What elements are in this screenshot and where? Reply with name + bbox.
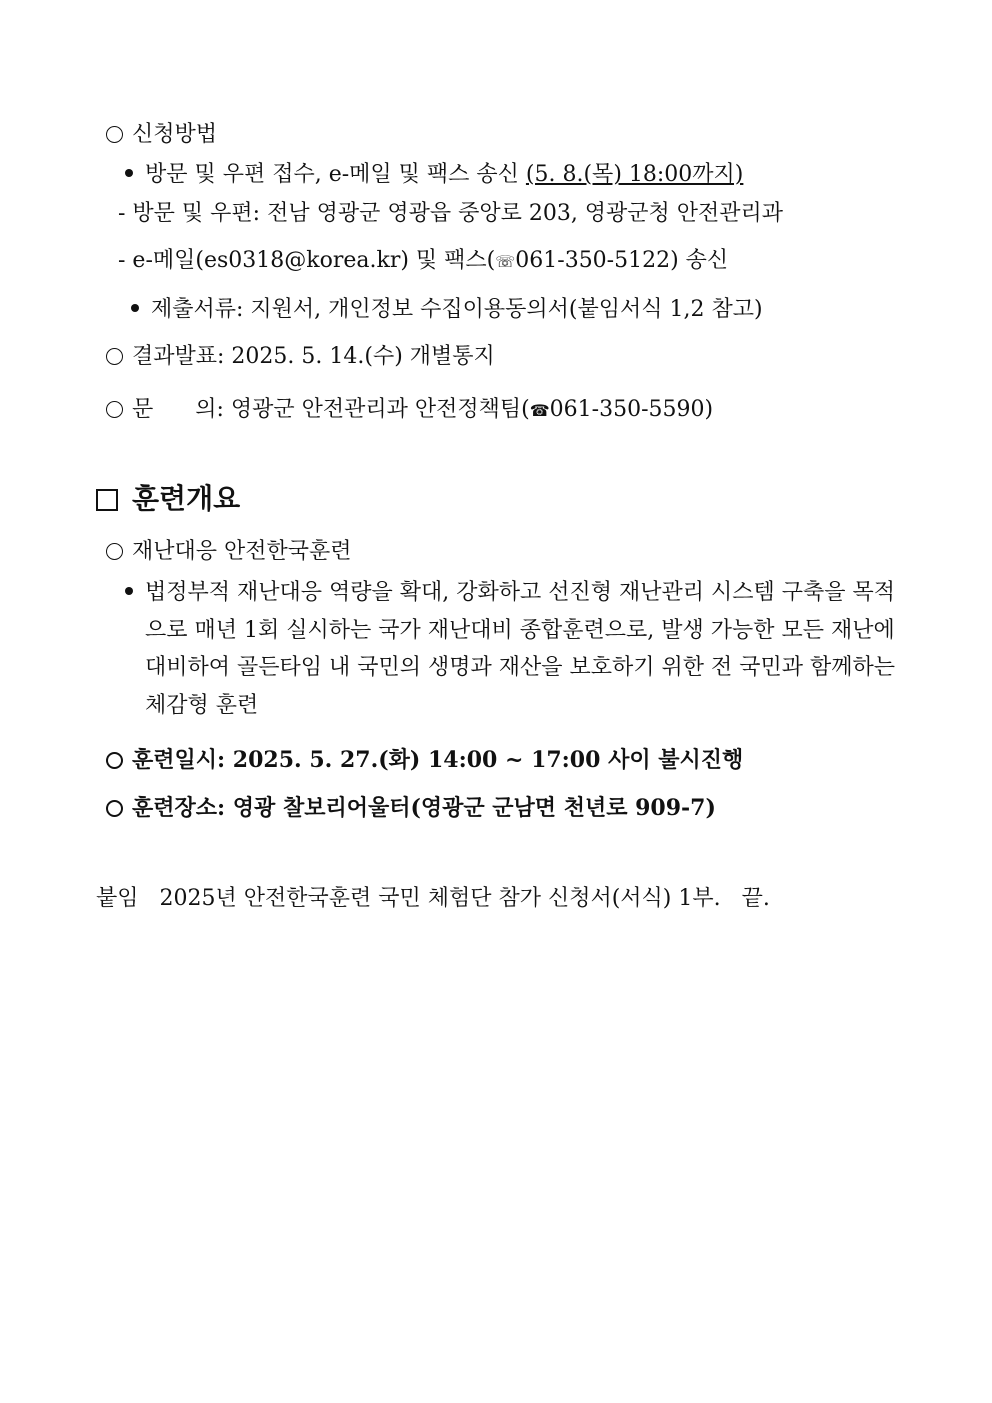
- result-announcement: 결과발표: 2025. 5. 14.(수) 개별통지: [106, 342, 495, 372]
- training-place: 훈련장소: 영광 찰보리어울터(영광군 군남면 천년로 909-7): [106, 793, 716, 823]
- deadline-text: (5. 8.(목) 18:00까지): [525, 162, 744, 187]
- section-title-overview: 훈련개요: [96, 481, 240, 517]
- training-datetime: 훈련일시: 2025. 5. 27.(화) 14:00 ~ 17:00 사이 불시진행: [106, 745, 743, 775]
- apply-email-fax: - e-메일(es0318@korea.kr) 및 팩스(☏061-350-5122) 송신: [118, 248, 729, 273]
- fax-phone-icon: ☏: [495, 252, 516, 271]
- bullet-icon: [131, 304, 139, 312]
- attachment-note: 붙임 2025년 안전한국훈련 국민 체험단 참가 신청서(서식) 1부. 끝.: [96, 886, 770, 911]
- phone-icon: ☎: [529, 401, 550, 420]
- circle-marker-icon: [106, 800, 123, 817]
- circle-marker-icon: [106, 543, 123, 560]
- overview-item-heading: 재난대응 안전한국훈련: [106, 537, 352, 567]
- circle-marker-icon: [106, 348, 123, 365]
- contact-info: 문 의: 영광군 안전관리과 안전정책팀(☎061-350-5590): [106, 395, 713, 426]
- bullet-icon: [125, 169, 133, 177]
- circle-marker-icon: [106, 126, 123, 143]
- apply-bullet-visit: 방문 및 우편 접수, e-메일 및 팩스 송신 (5. 8.(목) 18:00까지): [125, 160, 743, 190]
- overview-bullet: [125, 578, 145, 608]
- apply-bullet-documents: 제출서류: 지원서, 개인정보 수집이용동의서(붙임서식 1,2 참고): [131, 295, 763, 325]
- bullet-icon: [125, 587, 133, 595]
- overview-line: 체감형 훈련: [145, 692, 259, 718]
- circle-marker-icon: [106, 752, 123, 769]
- overview-line: 법정부적 재난대응 역량을 확대, 강화하고 선진형 재난관리 시스템 구축을 목적: [145, 580, 895, 605]
- checkbox-square-icon: [96, 489, 118, 511]
- overview-line: 대비하여 골든타임 내 국민의 생명과 재산을 보호하기 위한 전 국민과 함께하는: [145, 655, 895, 680]
- overview-description: [145, 574, 897, 724]
- apply-visit-address: - 방문 및 우편: 전남 영광군 영광읍 중앙로 203, 영광군청 안전관리과: [118, 201, 784, 226]
- overview-line: 으로 매년 1회 실시하는 국가 재난대비 종합훈련으로, 발생 가능한 모든 재난에: [145, 617, 895, 643]
- apply-method-heading: 신청방법: [106, 120, 217, 150]
- circle-marker-icon: [106, 401, 123, 418]
